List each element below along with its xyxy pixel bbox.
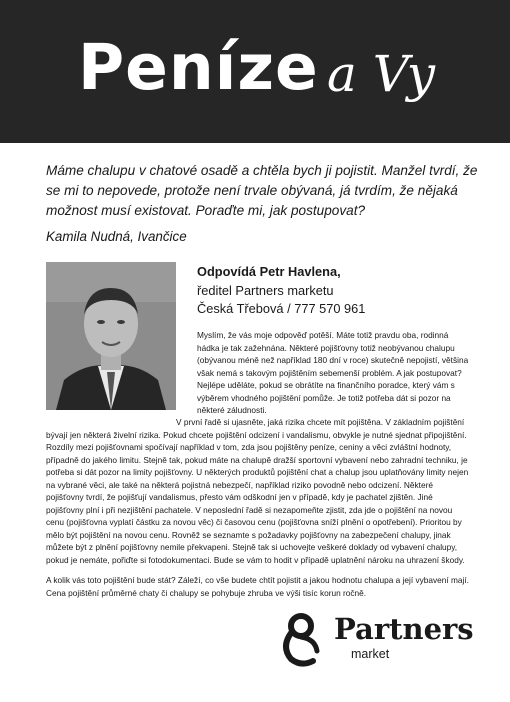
partners-logo-icon bbox=[277, 611, 329, 667]
header-banner bbox=[0, 0, 510, 143]
question-author: Kamila Nudná, Ivančice bbox=[46, 229, 187, 244]
answer-paragraph-3: A kolik vás toto pojištění bude stát? Záleží, co vše budete chtít pojistit a jakou hodnotu chalupa a její vybavení mají. Cena pojištění průměrné chaty či chalupy se pohybuje zhruba ve výši tisíc korun ročně. bbox=[46, 575, 469, 598]
respondent-name: Odpovídá Petr Havlena, bbox=[197, 264, 341, 279]
answer-paragraph-1: Myslím, že vás moje odpověď potěší. Máte totiž pravdu oba, rodinná hádka je tak zažehnána. Některé pojišťovny totiž neobývanou chalupu (obývanou méně než například 180 dní v roce) skutečně nepojistí, většina však nemá s takovým pojištěním sebemenší problém. A jak postupovat? Nejlépe uděláte, pokud se obrátíte na finančního poradce, který vám s výběrem vhodného pojištění pomůže. Je totiž potřeba dát si pozor na některé záludnosti. bbox=[197, 330, 469, 415]
masthead-script: a Vy bbox=[327, 45, 436, 103]
advisor-photo bbox=[46, 262, 176, 410]
respondent-phone: Česká Třebová / 777 570 961 bbox=[197, 301, 366, 316]
answer-paragraph-2: V první řadě si ujasněte, jaká rizika chcete mít pojištěna. V základním pojištění bývají jen některá živelní rizika. Pokud chcete pojištění odcizení i vandalismu, obvykle je nutné sjednat připojištění. Rozdíly mezi pojišťovnami spočívají například v tom, zda jsou pojištěny peníze, ceniny a věci zvláštní hodnoty, případně do jakého limitu. Stejně tak, pokud máte na chalupě dražší sportovní vybavení nebo zahradní techniku, je potřeba si dát pozor na limity pojišťovny. U některých produktů pojištění chat a chalup jsou uplatňovány limity nejen na vybrané věci, ale také na některá pojistná nebezpečí, například riziko povodně nebo odcizení. Některé pojišťovny tvrdí, že pojišťují vandalismus, přesto vám odškodní jen v případě, kdy je pachatel zjištěn. Jiné pojišťovny plní i při nezjištění pachatele. V neposlední řadě si nezapomeňte zjistit, zda jde o pojištění na novou cenu (pojišťovna vyplatí částku za novou věc) či časovou cenu (pojišťovna sníží plnění o opotřebení). Prioritou by mělo být pojištění na novou cenu. Rovněž se seznamte s požadavky pojišťovny na zabezpečení chalupy, jinak můžete být z plnění pojišťovny nemile překvapeni. Stejně tak si uchovejte veškeré doklady od vybavení chalupy, pokud je nemáte, pořiďte si fotodokumentaci. Bude se vám to hodit v případě uplatnění nároku na uhrazení škody. bbox=[46, 417, 469, 565]
portrait-image bbox=[46, 262, 176, 410]
logo-subtitle: market bbox=[351, 647, 390, 661]
respondent-role: ředitel Partners marketu bbox=[197, 283, 334, 298]
masthead-title: Peníze bbox=[78, 31, 319, 104]
reader-question: Máme chalupu v chatové osadě a chtěla bych ji pojistit. Manžel tvrdí, že se mi to nepovede, protože není trvale obývaná, já tvrdím, že nějaká možnost musí existovat. Poraďte mi, jak postupovat? bbox=[46, 163, 478, 218]
logo-wordmark: Partners bbox=[334, 612, 474, 646]
